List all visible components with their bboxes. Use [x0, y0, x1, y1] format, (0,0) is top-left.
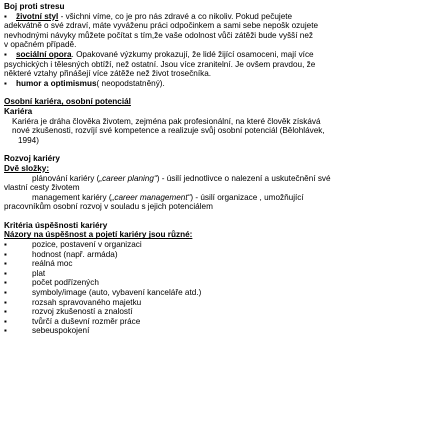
text: management kariéry ( — [32, 192, 112, 202]
term-career-planing: „career planing“ — [99, 173, 157, 183]
criteria-list — [4, 240, 431, 336]
list-item-text: rozvoj zkušeností a znalostí — [32, 307, 133, 317]
list-item-planovani-kariery — [4, 174, 431, 184]
text-line: 1994) — [18, 135, 39, 145]
heading-kriteria: Kritéria úspěšnosti kariéry — [4, 220, 108, 230]
list-item — [4, 269, 431, 279]
text-line: vlastní cesty životem — [4, 183, 80, 193]
list-item-text: počet podřízených — [32, 278, 99, 288]
list-item — [4, 298, 431, 308]
subheading-kariera: Kariéra — [4, 106, 33, 116]
list-item-text: reálná moc — [32, 259, 73, 269]
text-line: nové zkušenosti, rozvíjí své kompetence a realizuje svůj osobní potenciál (Bělohlávek, — [12, 126, 325, 136]
list-item — [4, 326, 431, 336]
list-item-text: rozsah spravovaného majetku — [32, 297, 142, 307]
term-career-management: „career management“ — [111, 192, 191, 202]
list-item-humor — [4, 79, 431, 89]
list-item-text: tvůrčí a duševní rozměr práce — [32, 316, 141, 326]
heading-rozvoj-kariery: Rozvoj kariéry — [4, 154, 60, 164]
heading-boj-proti-stresu: Boj proti stresu — [4, 2, 65, 11]
text-line: adekvátně o své zdraví, máte vyváženu práci odpočinkem a sami sebe nepošk ozujete — [4, 21, 319, 31]
list-item-zivotni-styl — [4, 12, 431, 22]
list-item — [4, 288, 431, 298]
term-zivotni-styl: životní styl — [16, 11, 59, 21]
subheading-nazory: Názory na úspěšnost a pojetí kariéry jsou různé: — [4, 230, 193, 240]
list-item-text: symboly/image (auto, vybavení kanceláře atd.) — [32, 288, 202, 298]
text: . Opakované výzkumy prokazují, že lidé žijící osamoceni, mají více — [71, 49, 314, 59]
heading-osobni-kariera: Osobní kariéra, osobní potenciál — [4, 97, 131, 107]
list-item — [4, 307, 431, 317]
text-line: pracovníkům osobní rozvoj v souladu s jejich potenciálem — [4, 202, 213, 212]
list-item-socialni-opora — [4, 50, 431, 60]
subheading-dve-slozky: Dvě složky: — [4, 163, 50, 173]
list-item-text: pozice, postavení v organizaci — [32, 240, 142, 250]
text-line: některé vztahy přinášejí více zátěže než život trosečníka. — [4, 69, 212, 79]
term-socialni-opora: sociální opora — [16, 49, 72, 59]
list-item — [4, 278, 431, 288]
text: ) - úsilí organizace , umožňující — [190, 192, 304, 202]
list-item — [4, 250, 431, 260]
term-humor: humor a optimismus — [16, 78, 97, 88]
list-item-text: plat — [32, 268, 46, 278]
text-line: nevhodnými návyky můžete počítat s tím,že vaše odolnost vůči zátěži bude vyšší než — [4, 30, 314, 40]
text-line: v opačném případě. — [4, 40, 77, 50]
text: - všichni víme, co je pro nás zdravé a co nikoliv. Pokud pečujete — [58, 11, 293, 21]
text-line: psychických i tělesných obtíží, než ostatní. Jsou více zranitelní. Je ovšem pravdou, že — [4, 59, 316, 69]
list-item — [4, 240, 431, 250]
list-item — [4, 259, 431, 269]
text: plánování kariéry ( — [32, 173, 100, 183]
list-item — [4, 317, 431, 327]
list-item-management-kariery — [4, 193, 431, 203]
text: ) - úsilí jednotlivce o nalezení a uskutečnění své — [156, 173, 331, 183]
list-item-text: sebeuspokojení — [32, 326, 90, 336]
list-item-text: hodnost (např. armáda) — [32, 249, 118, 259]
text-line: Kariéra je dráha člověka životem, zejména pak profesionální, na které člověk získává — [12, 116, 321, 126]
text: ( neopodstatněný). — [96, 78, 165, 88]
